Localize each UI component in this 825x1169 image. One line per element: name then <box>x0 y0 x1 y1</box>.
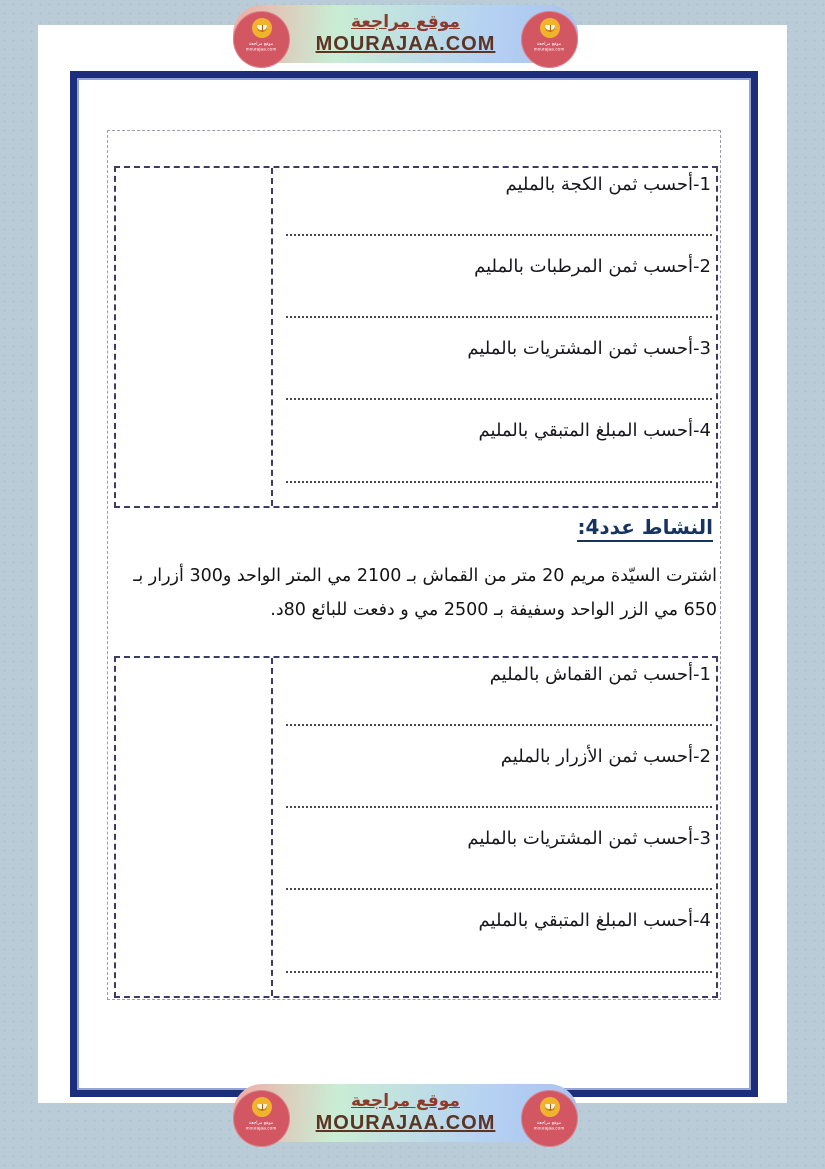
logo-text-arabic: موقع مراجعة <box>249 1120 274 1126</box>
site-logo-icon <box>233 11 290 68</box>
answer-box-divider <box>271 168 273 506</box>
activity-4-heading: النشاط عدد4: <box>577 515 713 542</box>
answer-line <box>286 234 712 236</box>
site-logo-icon <box>521 1090 578 1147</box>
site-domain-link[interactable]: MOURAJAA.COM <box>315 1112 496 1134</box>
logo-book-badge-icon <box>540 1097 560 1117</box>
question-1: 1-أحسب ثمن الكجة بالمليم <box>505 174 711 195</box>
question-4: 4-أحسب المبلغ المتبقي بالمليم <box>478 420 711 441</box>
answer-box-2 <box>114 656 718 998</box>
logo-text-domain: mourajaa.com <box>534 1126 565 1132</box>
site-domain-link[interactable]: MOURAJAA.COM <box>315 33 496 55</box>
site-banner-top <box>233 5 578 63</box>
logo-text-domain: mourajaa.com <box>246 47 277 53</box>
logo-book-badge-icon <box>540 18 560 38</box>
answer-line <box>286 481 712 483</box>
answer-line <box>286 888 712 890</box>
site-logo-icon <box>233 1090 290 1147</box>
question-2: 2-أحسب ثمن المرطبات بالمليم <box>474 256 711 277</box>
answer-line <box>286 724 712 726</box>
logo-text-domain: mourajaa.com <box>534 47 565 53</box>
answer-line <box>286 316 712 318</box>
logo-text-domain: mourajaa.com <box>246 1126 277 1132</box>
logo-text-arabic: موقع مراجعة <box>249 41 274 47</box>
question-3: 3-أحسب ثمن المشتريات بالمليم <box>467 828 711 849</box>
site-banner-bottom <box>233 1084 578 1142</box>
site-title-arabic[interactable]: موقع مراجعة <box>351 12 460 32</box>
logo-text-arabic: موقع مراجعة <box>537 41 562 47</box>
answer-box-divider <box>271 658 273 996</box>
answer-line <box>286 398 712 400</box>
activity-4-statement <box>110 559 717 627</box>
site-title-arabic[interactable]: موقع مراجعة <box>351 1091 460 1111</box>
question-4: 4-أحسب المبلغ المتبقي بالمليم <box>478 910 711 931</box>
answer-box-1 <box>114 166 718 508</box>
question-3: 3-أحسب ثمن المشتريات بالمليم <box>467 338 711 359</box>
logo-book-badge-icon <box>252 18 272 38</box>
question-1: 1-أحسب ثمن القماش بالمليم <box>489 664 711 685</box>
site-logo-icon <box>521 11 578 68</box>
logo-text-arabic: موقع مراجعة <box>537 1120 562 1126</box>
answer-line <box>286 971 712 973</box>
statement-line-1: اشترت السيّدة مريم 20 متر من القماش بـ 2100 مي المتر الواحد و300 أزرار بـ <box>133 566 717 586</box>
logo-book-badge-icon <box>252 1097 272 1117</box>
answer-line <box>286 806 712 808</box>
question-2: 2-أحسب ثمن الأزرار بالمليم <box>500 746 711 767</box>
statement-line-2: 650 مي الزر الواحد وسفيفة بـ 2500 مي و دفعت للبائع 80د. <box>270 600 717 620</box>
